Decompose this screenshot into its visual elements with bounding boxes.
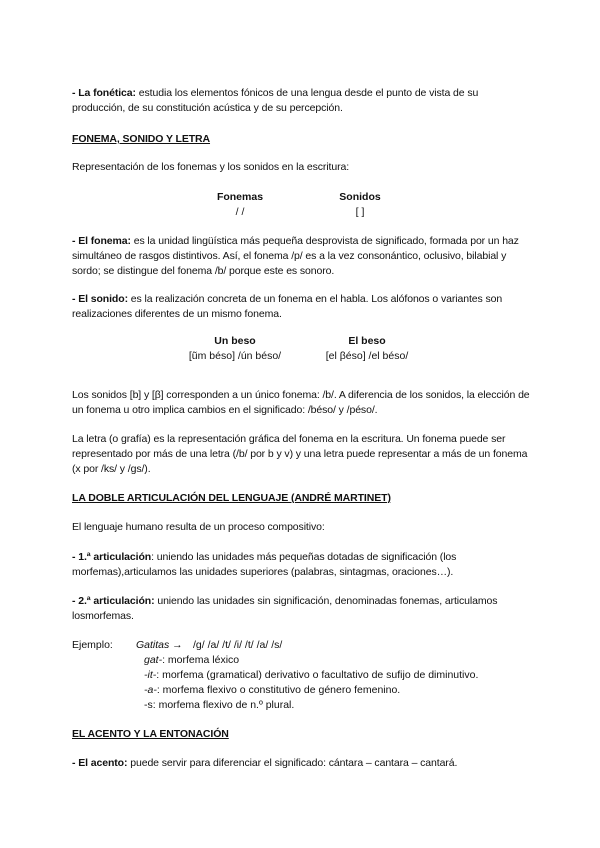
paragraph-acento <box>72 756 532 771</box>
example-line-3 <box>144 683 400 698</box>
example-line-1 <box>144 653 239 668</box>
table2-col1-val: [ũm béso] /ún béso/ <box>188 350 282 362</box>
paragraph-sonido <box>72 292 532 322</box>
paragraph-primera-articulacion <box>72 550 532 580</box>
text-fonema: es la unidad lingüística más pequeña desprovista de significado, formada por un haz simultáneo de rasgos distintivos. Así, el fonema /p/ es a la vez consonántico, oclusivo, bilabial y sordo; se distingue del fonema /b/ porque este es sonoro. <box>72 235 519 277</box>
text-primera: : uniendo las unidades más pequeñas dotadas de significación (los morfemas),articulamos las unidades superiores (palabras, sintagmas, oraciones…). <box>72 551 457 578</box>
table2-col2-head: El beso <box>348 335 386 347</box>
example-line-2 <box>144 668 478 683</box>
example-word-text: Gatitas → <box>136 639 183 651</box>
term-fonetica: - La fonética: <box>72 87 136 99</box>
example-part-2: -it- <box>144 669 157 681</box>
paragraph-representacion: Representación de los fonemas y los sonidos en la escritura: <box>72 161 350 173</box>
term-primera: - 1.ª articulación <box>72 551 152 563</box>
paragraph-fonetica <box>72 86 532 116</box>
table2-col1 <box>180 334 290 364</box>
example-part-1: gat- <box>144 654 163 666</box>
table1-col1-val: / / <box>235 206 245 218</box>
term-fonema: - El fonema: <box>72 235 131 247</box>
table1-col1 <box>200 190 280 220</box>
table2-col2-val: [el βéso] /el béso/ <box>325 350 409 362</box>
example-word <box>136 638 183 653</box>
table1-col2-val: [ ] <box>355 206 365 218</box>
example-part-4: -s <box>144 699 153 711</box>
text-fonetica: estudia los elementos fónicos de una lengua desde el punto de vista de su producción, de su constitución acústica y de su percepción. <box>72 87 479 114</box>
example-label: Ejemplo: <box>72 639 113 651</box>
table2-col2 <box>312 334 422 364</box>
text-sonido: es la realización concreta de un fonema en el habla. Los alófonos o variantes son realizaciones diferentes de un mismo fonema. <box>72 293 503 320</box>
heading-fonema-sonido-letra: FONEMA, SONIDO Y LETRA <box>72 133 211 145</box>
example-part-3: -a- <box>144 684 157 696</box>
paragraph-segunda-articulacion <box>72 594 532 624</box>
text-segunda: uniendo las unidades sin significación, denominadas fonemas, articulamos losmorfemas. <box>72 595 498 622</box>
paragraph-sonidos-b: Los sonidos [b] y [β] corresponden a un único fonema: /b/. A diferencia de los sonidos, la elección de un fonema u otro implica cambios en el significado: /béso/ y /péso/. <box>72 389 530 416</box>
term-sonido: - El sonido: <box>72 293 128 305</box>
example-desc-2: : morfema (gramatical) derivativo o facultativo de sufijo de diminutivo. <box>156 669 479 681</box>
term-acento: - El acento: <box>72 757 128 769</box>
table1-col1-head: Fonemas <box>216 191 264 203</box>
table1-col2-head: Sonidos <box>339 191 381 203</box>
text-acento: puede servir para diferenciar el significado: cántara – cantara – cantará. <box>127 757 458 769</box>
example-phonemes: /g/ /a/ /t/ /i/ /t/ /a/ /s/ <box>193 639 283 651</box>
paragraph-letra: La letra (o grafía) es la representación gráfica del fonema en la escritura. Un fonema puede ser representado por más de una letra (/b/ por b y v) y una letra puede representar a más de un fonema (x por /ks/ y /gs/). <box>72 433 528 475</box>
example-desc-3: : morfema flexivo o constitutivo de género femenino. <box>156 684 401 696</box>
heading-doble-articulacion: LA DOBLE ARTICULACIÓN DEL LENGUAJE (ANDRÉ MARTINET) <box>72 492 391 504</box>
example-desc-4: : morfema flexivo de n.º plural. <box>152 699 295 711</box>
example-desc-1: : morfema léxico <box>162 654 240 666</box>
heading-acento-entonacion: EL ACENTO Y LA ENTONACIÓN <box>72 728 229 740</box>
table2-col1-head: Un beso <box>214 335 256 347</box>
paragraph-lenguaje-humano: El lenguaje humano resulta de un proceso compositivo: <box>72 521 325 533</box>
term-segunda: - 2.ª articulación: <box>72 595 155 607</box>
example-line-4 <box>144 698 294 713</box>
table1-col2 <box>320 190 400 220</box>
paragraph-fonema <box>72 234 532 279</box>
